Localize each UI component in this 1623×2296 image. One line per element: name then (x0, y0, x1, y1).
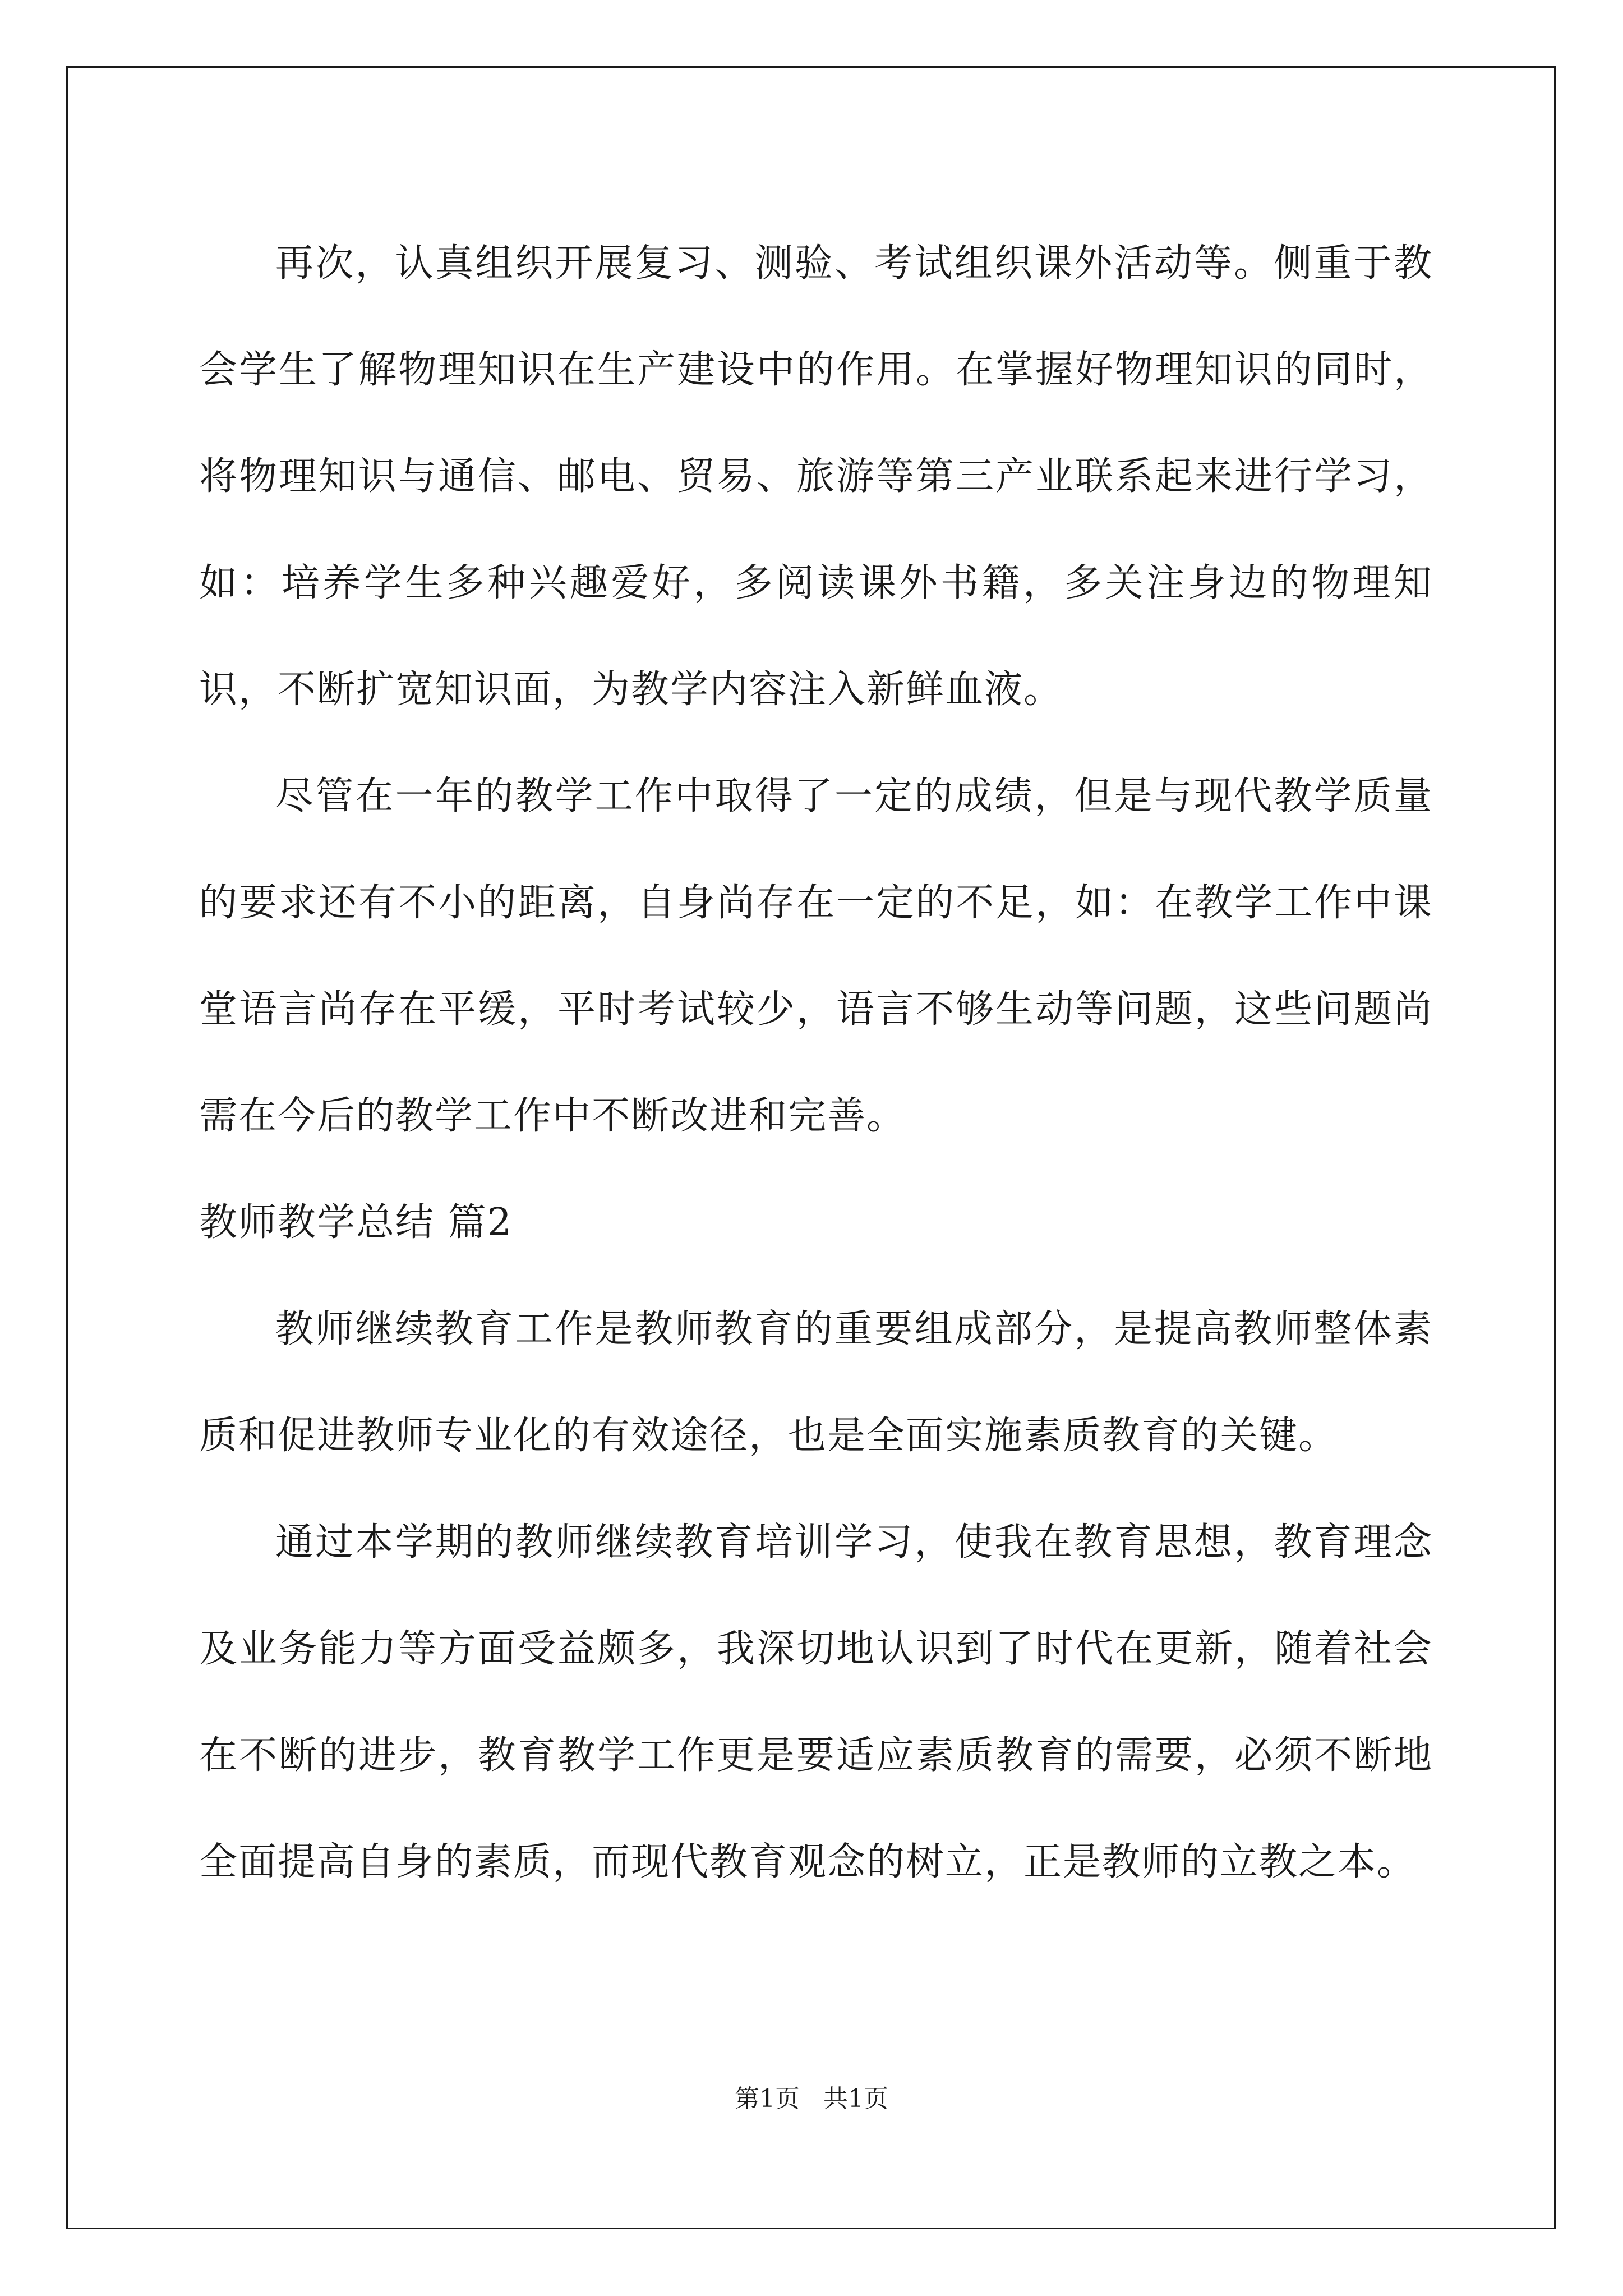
paragraph-continuing-education: 教师继续教育工作是教师教育的重要组成部分，是提高教师整体素质和促进教师专业化的有效途径，也是全面实施素质教育的关键。 (199, 1307, 1433, 1458)
paragraph-shortcomings: 尽管在一年的教学工作中取得了一定的成绩，但是与现代教学质量的要求还有不小的距离，自身尚存在一定的不足，如：在教学工作中课堂语言尚存在平缓，平时考试较少，语言不够生动等问题，这些问题尚需在今后的教学工作中不断改进和完善。 (199, 774, 1433, 1138)
section-heading: 教师教学总结 篇2 (199, 1200, 513, 1245)
page-number-footer: 第1页 共1页 (735, 2085, 888, 2113)
paragraph-training-reflection: 通过本学期的教师继续教育培训学习，使我在教育思想，教育理念及业务能力等方面受益颇多，我深切地认识到了时代在更新，随着社会在不断的进步，教育教学工作更是要适应素质教育的需要，必须不断地全面提高自身的素质，而现代教育观念的树立，正是教师的立教之本。 (199, 1520, 1433, 1884)
document-body (199, 210, 1433, 1916)
paragraph-review-activities: 再次，认真组织开展复习、测验、考试组织课外活动等。侧重于教会学生了解物理知识在生产建设中的作用。在掌握好物理知识的同时，将物理知识与通信、邮电、贸易、旅游等第三产业联系起来进行学习，如：培养学生多种兴趣爱好，多阅读课外书籍，多关注身边的物理知识，不断扩宽知识面，为教学内容注入新鲜血液。 (199, 241, 1433, 712)
